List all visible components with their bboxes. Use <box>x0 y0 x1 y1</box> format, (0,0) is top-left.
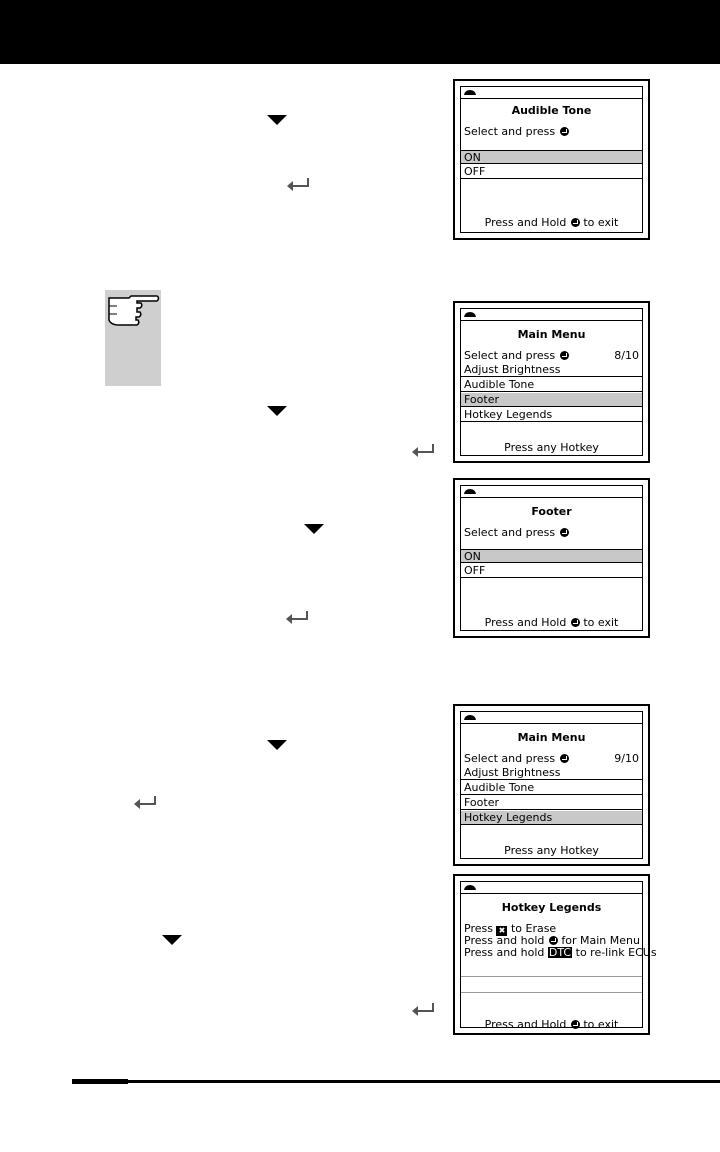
menu-item-adjust-brightness[interactable]: Adjust Brightness <box>461 766 642 780</box>
legend-relink: Press and hold DTC to re-link ECUs <box>464 946 657 959</box>
divider <box>461 976 642 977</box>
screen-hotkey-legends <box>453 874 657 1035</box>
menu-item-hotkey-legends[interactable]: Hotkey Legends <box>461 811 642 825</box>
menu-item-hotkey-legends[interactable]: Hotkey Legends <box>461 408 642 422</box>
screen-footer-setting <box>453 478 650 638</box>
screen-title: Main Menu <box>517 731 586 744</box>
status-row <box>461 882 642 894</box>
page-indicator: 9/10 <box>614 752 639 765</box>
enter-arrow-icon <box>411 1002 435 1016</box>
menu-item-footer[interactable]: Footer <box>461 796 642 810</box>
screen-main-menu <box>453 301 650 463</box>
down-arrow-icon <box>267 740 287 750</box>
menu-item-audible-tone[interactable]: Audible Tone <box>461 378 642 392</box>
status-row <box>461 87 642 99</box>
enter-arrow-icon <box>133 795 157 809</box>
vehicle-icon <box>464 884 476 890</box>
down-arrow-icon <box>162 935 182 945</box>
vehicle-icon <box>464 311 476 317</box>
screen-prompt: Select and press <box>464 125 639 138</box>
screen-title: Hotkey Legends <box>501 901 602 914</box>
enter-key-icon <box>560 528 569 537</box>
legend-main-menu: Press and hold for Main Menu <box>464 934 640 947</box>
header-bar <box>0 0 720 64</box>
screen-footer: Press any Hotkey <box>504 844 599 857</box>
status-row <box>461 309 642 321</box>
enter-key-icon <box>571 218 580 227</box>
enter-key-icon <box>560 127 569 136</box>
screen-prompt: Select and press 9/10 <box>464 752 639 765</box>
pointing-hand-icon <box>105 292 161 332</box>
enter-key-icon <box>571 618 580 627</box>
screen-audible-tone <box>453 79 650 240</box>
legend-erase: Press ✖ to Erase <box>464 922 557 935</box>
bottom-rule <box>72 1080 720 1083</box>
screen-prompt: Select and press 8/10 <box>464 349 639 362</box>
menu-item-footer[interactable]: Footer <box>461 393 642 407</box>
down-arrow-icon <box>304 524 324 534</box>
vehicle-icon <box>464 89 476 95</box>
vehicle-icon <box>464 714 476 720</box>
down-arrow-icon <box>267 115 287 125</box>
enter-key-icon <box>560 351 569 360</box>
note-box <box>105 290 161 386</box>
menu-item-adjust-brightness[interactable]: Adjust Brightness <box>461 363 642 377</box>
screen-footer: Press any Hotkey <box>504 441 599 454</box>
dtc-key: DTC <box>548 946 572 959</box>
screen-title: Main Menu <box>517 328 586 341</box>
screen-title: Audible Tone <box>511 104 592 117</box>
screen-footer: Press and Hold to exit <box>484 1018 619 1031</box>
enter-key-icon <box>560 754 569 763</box>
erase-key-icon: ✖ <box>496 926 507 936</box>
screen-title: Footer <box>531 505 572 518</box>
option-off[interactable]: OFF <box>461 564 642 578</box>
enter-key-icon <box>571 1020 580 1029</box>
screen-main-menu <box>453 704 650 866</box>
option-off[interactable]: OFF <box>461 165 642 179</box>
enter-arrow-icon <box>285 610 309 624</box>
option-on[interactable]: ON <box>461 549 642 563</box>
divider <box>461 992 642 993</box>
option-on[interactable]: ON <box>461 150 642 164</box>
status-row <box>461 486 642 498</box>
down-arrow-icon <box>267 406 287 416</box>
screen-footer: Press and Hold to exit <box>484 616 619 629</box>
vehicle-icon <box>464 488 476 494</box>
bottom-rule-accent <box>72 1079 128 1084</box>
status-row <box>461 712 642 724</box>
menu-item-audible-tone[interactable]: Audible Tone <box>461 781 642 795</box>
enter-key-icon <box>549 936 558 945</box>
page-indicator: 8/10 <box>614 349 639 362</box>
screen-prompt: Select and press <box>464 526 639 539</box>
screen-footer: Press and Hold to exit <box>484 216 619 229</box>
enter-arrow-icon <box>411 443 435 457</box>
enter-arrow-icon <box>286 177 310 191</box>
